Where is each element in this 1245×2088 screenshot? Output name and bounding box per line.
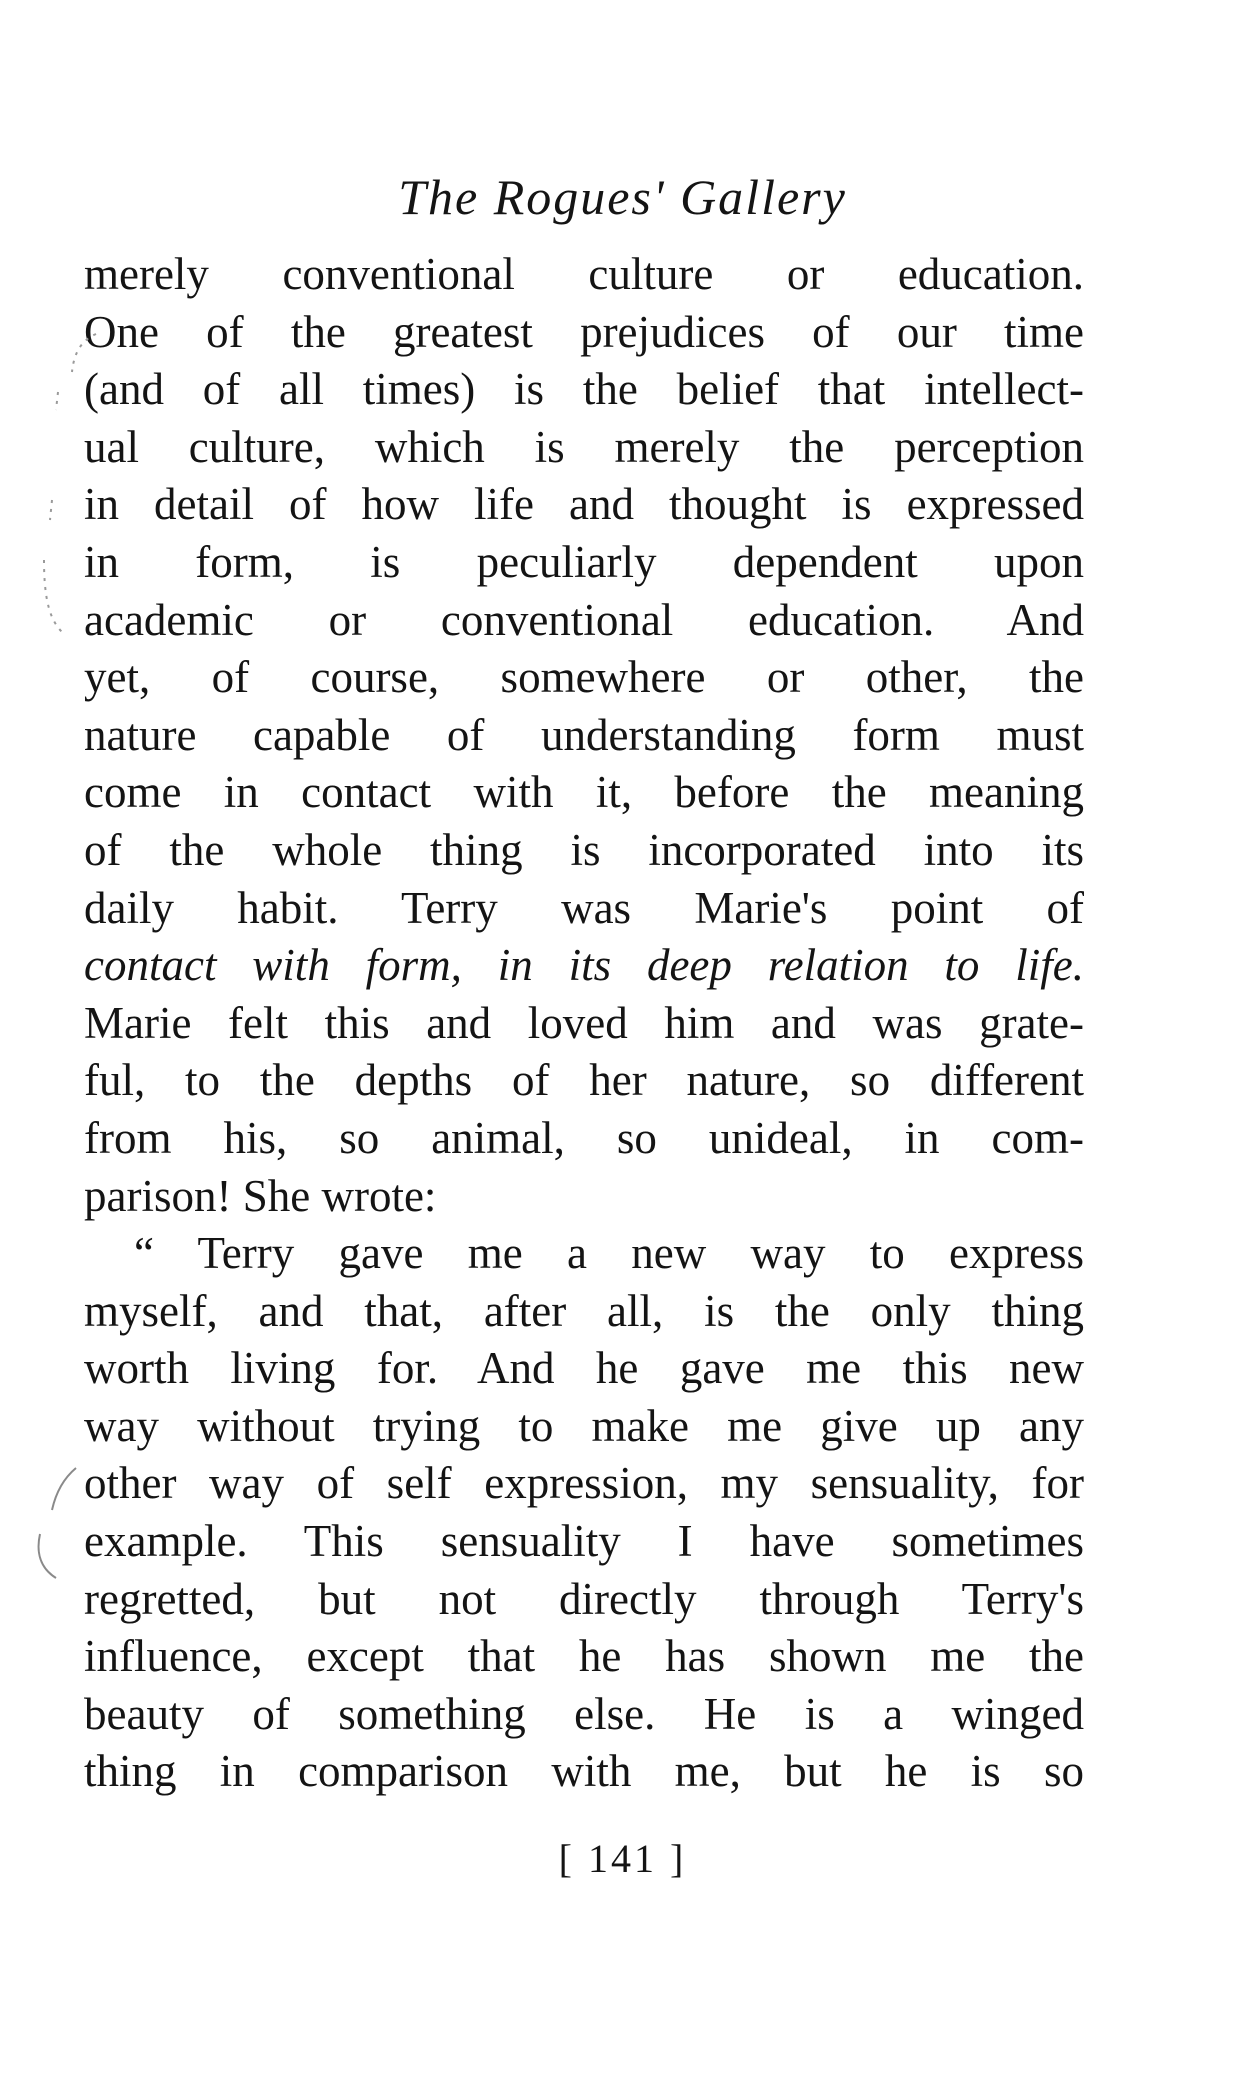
text-line: Marie felt this and loved him and was grate- xyxy=(84,997,1084,1048)
running-head: The Rogues' Gallery xyxy=(398,169,847,225)
text-line: academic or conventional education. And xyxy=(84,594,1084,645)
text-line: parison! She wrote: xyxy=(84,1170,437,1221)
text-line: of the whole thing is incorporated into its xyxy=(84,824,1084,875)
text-line: from his, so animal, so unideal, in com- xyxy=(84,1112,1084,1163)
text-line: daily habit. Terry was Marie's point of xyxy=(84,882,1084,933)
text-line: (and of all times) is the belief that intellect- xyxy=(84,364,1084,415)
text-line: yet, of course, somewhere or other, the xyxy=(84,652,1084,703)
text-line: thing in comparison with me, but he is so xyxy=(84,1746,1084,1797)
text-line: nature capable of understanding form must xyxy=(84,709,1084,760)
text-line: in detail of how life and thought is expressed xyxy=(84,479,1084,530)
text-line: contact with form, in its deep relation to life. xyxy=(84,940,1084,991)
margin-bracket-mark xyxy=(39,1468,76,1578)
text-line: come in contact with it, before the meaning xyxy=(84,767,1084,818)
text-line: myself, and that, after all, is the only thing xyxy=(84,1285,1084,1336)
text-line: ual culture, which is merely the perception xyxy=(84,421,1084,472)
page-number: [ 141 ] xyxy=(558,1836,687,1881)
text-line: other way of self expression, my sensuality, for xyxy=(84,1458,1084,1509)
text-line: merely conventional culture or education. xyxy=(84,249,1084,299)
text-line: regretted, but not directly through Terry's xyxy=(84,1573,1084,1624)
text-line: influence, except that he has shown me the xyxy=(84,1631,1084,1682)
text-line: worth living for. And he gave me this new xyxy=(84,1343,1084,1394)
text-line: example. This sensuality I have sometimes xyxy=(84,1516,1084,1567)
body-text xyxy=(84,246,1084,1801)
text-line: beauty of something else. He is a winged xyxy=(84,1688,1084,1739)
text-line: way without trying to make me give up any xyxy=(84,1400,1084,1451)
text-line: “ Terry gave me a new way to express xyxy=(134,1228,1084,1279)
text-line: in form, is peculiarly dependent upon xyxy=(84,536,1084,587)
text-line: One of the greatest prejudices of our time xyxy=(84,306,1084,357)
text-line: ful, to the depths of her nature, so different xyxy=(84,1055,1084,1106)
